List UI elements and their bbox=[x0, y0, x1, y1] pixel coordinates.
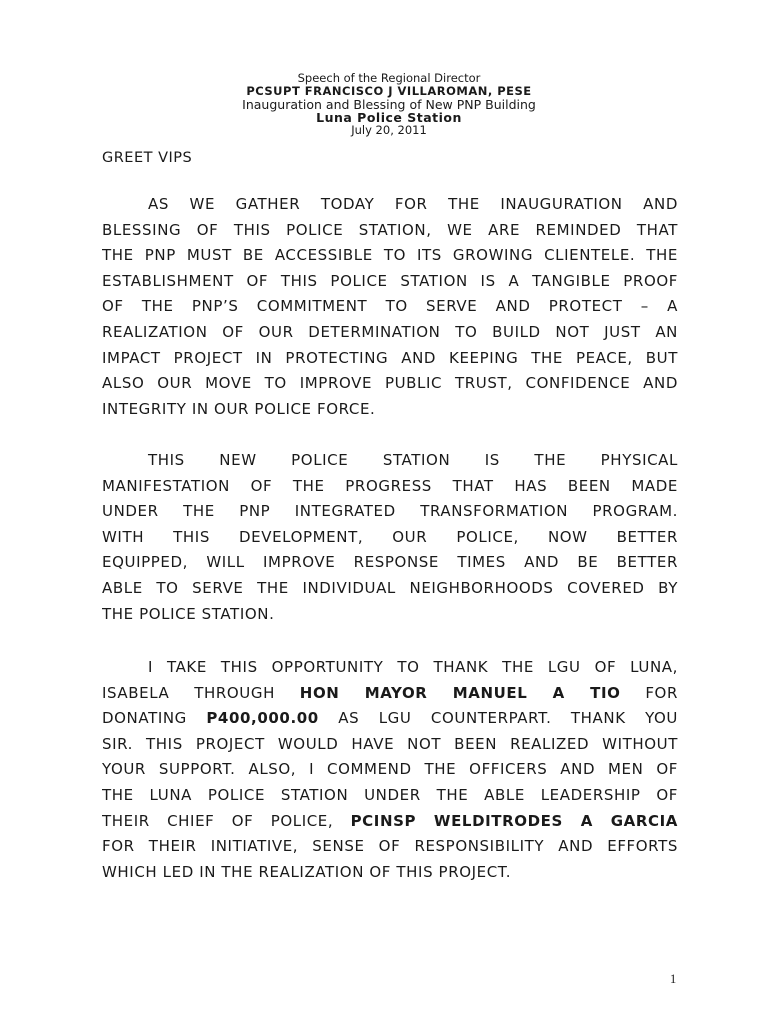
header-speech-of: Speech of the Regional Director bbox=[297, 71, 481, 85]
paragraph-line: UNDER THE PNP INTEGRATED TRANSFORMATION PROGRAM. bbox=[102, 502, 678, 521]
greeting: GREET VIPS bbox=[102, 150, 193, 166]
paragraph-line: REALIZATION OF OUR DETERMINATION TO BUILD NOT JUST AN bbox=[102, 322, 678, 341]
text-run: DONATING bbox=[102, 709, 187, 728]
donation-amount: P400,000.00 bbox=[206, 709, 319, 728]
paragraph-line bbox=[102, 681, 678, 707]
paragraph-line: IMPACT PROJECT IN PROTECTING AND KEEPING THE PEACE, BUT bbox=[102, 348, 678, 367]
paragraph-line: THE PNP MUST BE ACCESSIBLE TO ITS GROWING CLIENTELE. THE bbox=[102, 246, 678, 265]
header-date: July 20, 2011 bbox=[351, 123, 427, 137]
header-event: Inauguration and Blessing of New PNP Building bbox=[242, 97, 536, 112]
paragraph-line: OF THE PNP’S COMMITMENT TO SERVE AND PROTECT – A bbox=[102, 297, 678, 316]
text-run: ISABELA THROUGH bbox=[102, 683, 275, 702]
speech-header bbox=[0, 72, 768, 137]
page-number: 1 bbox=[670, 972, 677, 986]
paragraph-line: THE LUNA POLICE STATION UNDER THE ABLE LEADERSHIP OF bbox=[102, 785, 678, 804]
paragraph-line: WITH THIS DEVELOPMENT, OUR POLICE, NOW BETTER bbox=[102, 527, 678, 546]
paragraph-line: I TAKE THIS OPPORTUNITY TO THANK THE LGU OF LUNA, bbox=[148, 658, 678, 676]
paragraph-line: WHICH LED IN THE REALIZATION OF THIS PROJECT. bbox=[102, 862, 512, 881]
paragraph-line: ESTABLISHMENT OF THIS POLICE STATION IS A TANGIBLE PROOF bbox=[102, 271, 678, 290]
text-run: AS LGU COUNTERPART. THANK YOU bbox=[338, 709, 678, 728]
text-run: THEIR CHIEF OF POLICE, bbox=[102, 811, 334, 830]
paragraph-line: THE POLICE STATION. bbox=[102, 604, 275, 623]
paragraph-1 bbox=[102, 192, 678, 422]
paragraph-line: SIR. THIS PROJECT WOULD HAVE NOT BEEN REALIZED WITHOUT bbox=[102, 734, 678, 753]
paragraph-line bbox=[102, 809, 678, 835]
chief-of-police-name: PCINSP WELDITRODES A GARCIA bbox=[350, 811, 678, 830]
paragraph-2 bbox=[102, 448, 678, 627]
text-run: FOR bbox=[645, 683, 678, 702]
paragraph-line: BLESSING OF THIS POLICE STATION, WE ARE REMINDED THAT bbox=[102, 220, 678, 239]
paragraph-line: AS WE GATHER TODAY FOR THE INAUGURATION AND bbox=[148, 195, 678, 213]
header-venue: Luna Police Station bbox=[316, 110, 462, 125]
paragraph-line: INTEGRITY IN OUR POLICE FORCE. bbox=[102, 399, 376, 418]
paragraph-line: YOUR SUPPORT. ALSO, I COMMEND THE OFFICERS AND MEN OF bbox=[102, 760, 678, 779]
paragraph-line: FOR THEIR INITIATIVE, SENSE OF RESPONSIBILITY AND EFFORTS bbox=[102, 837, 678, 856]
paragraph-3 bbox=[102, 655, 678, 885]
paragraph-line: MANIFESTATION OF THE PROGRESS THAT HAS BEEN MADE bbox=[102, 476, 678, 495]
paragraph-line: EQUIPPED, WILL IMPROVE RESPONSE TIMES AND BE BETTER bbox=[102, 553, 678, 572]
paragraph-line: ABLE TO SERVE THE INDIVIDUAL NEIGHBORHOODS COVERED BY bbox=[102, 578, 678, 597]
paragraph-line bbox=[102, 706, 678, 732]
paragraph-line: THIS NEW POLICE STATION IS THE PHYSICAL bbox=[148, 451, 678, 469]
mayor-name: HON MAYOR MANUEL A TIO bbox=[299, 683, 621, 702]
paragraph-line: ALSO OUR MOVE TO IMPROVE PUBLIC TRUST, CONFIDENCE AND bbox=[102, 374, 678, 393]
header-speaker-name: PCSUPT FRANCISCO J VILLAROMAN, PESE bbox=[246, 84, 532, 98]
